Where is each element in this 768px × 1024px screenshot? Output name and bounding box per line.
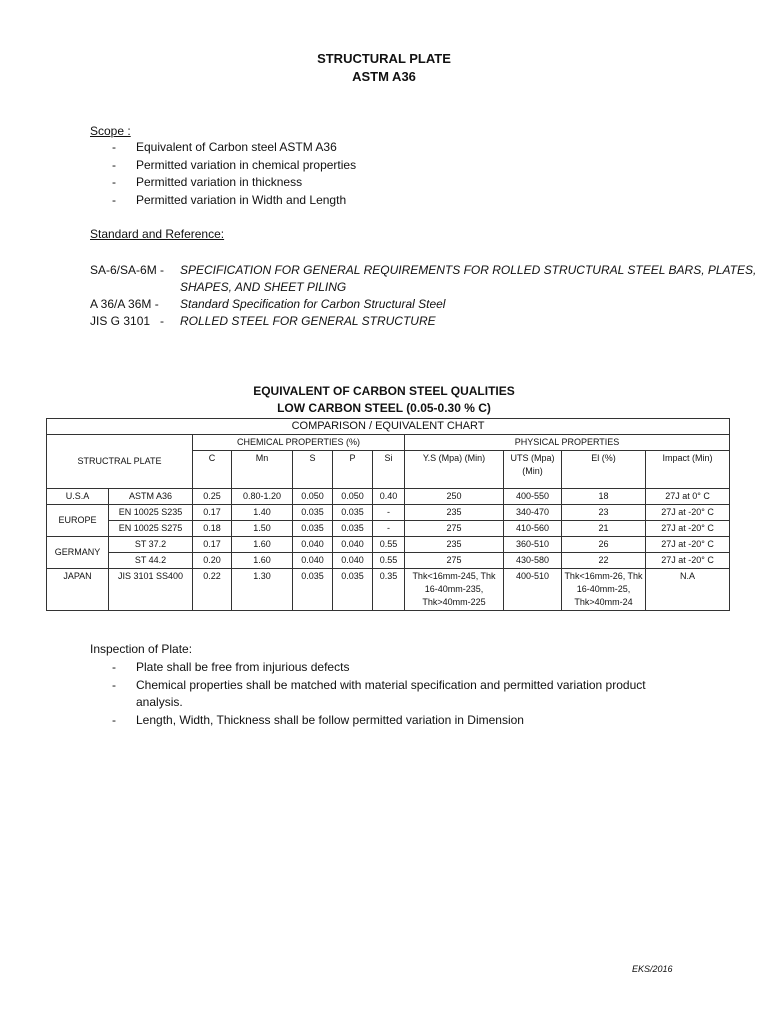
table-cell: - [373,505,405,521]
table-cell: 1.60 [232,553,293,569]
table-cell: Thk<16mm-26, Thk 16-40mm-25, Thk>40mm-24 [562,569,646,611]
standards-heading: Standard and Reference: [90,227,225,241]
table-cell: 0.035 [333,505,373,521]
table-cell: JIS 3101 SS400 [109,569,193,611]
table-cell: 0.035 [293,569,333,611]
scope-item: - Permitted variation in Width and Length [112,192,356,210]
column-header: Y.S (Mpa) (Min) [405,451,504,489]
table-cell: 0.035 [293,505,333,521]
table-cell: ST 44.2 [109,553,193,569]
inspection-heading: Inspection of Plate: [90,642,193,656]
table-cell: 0.035 [293,521,333,537]
table-cell: 250 [405,489,504,505]
table-cell: 0.20 [193,553,232,569]
table-cell: 27J at -20° C [646,553,730,569]
table-cell: ST 37.2 [109,537,193,553]
inspection-list [112,659,656,729]
table-cell: 360-510 [504,537,562,553]
table-row [47,569,730,611]
table-title: EQUIVALENT OF CARBON STEEL QUALITIES [253,384,515,398]
column-header: Impact (Min) [646,451,730,489]
scope-item: - Equivalent of Carbon steel ASTM A36 [112,139,356,157]
inspection-item: - Length, Width, Thickness shall be follow permitted variation in Dimension [112,712,656,730]
table-row [47,553,730,569]
table-cell: 23 [562,505,646,521]
table-cell: 0.040 [333,537,373,553]
column-header: Si [373,451,405,489]
structural-plate-header: STRUCTRAL PLATE [47,435,193,489]
page-subtitle: ASTM A36 [352,69,416,84]
table-cell: 0.22 [193,569,232,611]
table-cell: 1.60 [232,537,293,553]
table-cell: 1.50 [232,521,293,537]
table-cell: 27J at -20° C [646,537,730,553]
table-cell: 0.80-1.20 [232,489,293,505]
table-cell: 400-550 [504,489,562,505]
table-cell: 0.050 [333,489,373,505]
column-header: Mn [232,451,293,489]
table-cell: 0.17 [193,505,232,521]
table-row [47,537,730,553]
table-cell: 0.035 [333,569,373,611]
column-header: S [293,451,333,489]
table-cell: 235 [405,537,504,553]
table-cell: 0.050 [293,489,333,505]
table-cell: 22 [562,553,646,569]
table-cell: 400-510 [504,569,562,611]
table-row [47,505,730,521]
table-cell: 430-580 [504,553,562,569]
table-cell: ASTM A36 [109,489,193,505]
table-cell: 0.035 [333,521,373,537]
header-row-groups [47,435,730,451]
table-cell: 18 [562,489,646,505]
table-cell: 21 [562,521,646,537]
table-cell: 275 [405,521,504,537]
country-cell: U.S.A [47,489,109,505]
table-cell: 1.30 [232,569,293,611]
scope-item: - Permitted variation in chemical properties [112,157,356,175]
scope-list [112,139,356,209]
reference-description: SPECIFICATION FOR GENERAL REQUIREMENTS FOR ROLLED STRUCTURAL STEEL BARS, PLATES, SHAPES, AND SHEET PILING [180,263,757,294]
column-header: UTS (Mpa) (Min) [504,451,562,489]
table-cell: 0.18 [193,521,232,537]
table-subtitle: LOW CARBON STEEL (0.05-0.30 % C) [277,401,491,415]
table-cell: 0.35 [373,569,405,611]
country-cell: JAPAN [47,569,109,611]
page-title: STRUCTURAL PLATE [317,51,451,66]
table-cell: 0.40 [373,489,405,505]
table-cell: 0.55 [373,537,405,553]
table-cell: 0.17 [193,537,232,553]
reference-code: JIS G 3101 - [90,314,165,328]
reference-code: A 36/A 36M - [90,297,159,311]
reference-description: Standard Specification for Carbon Structural Steel [180,297,446,311]
table-cell: 27J at -20° C [646,505,730,521]
chart-title: COMPARISON / EQUIVALENT CHART [47,419,730,435]
table-cell: 27J at 0° C [646,489,730,505]
table-row [47,521,730,537]
table-cell: 1.40 [232,505,293,521]
column-header: C [193,451,232,489]
column-header: El (%) [562,451,646,489]
table-cell: 26 [562,537,646,553]
table-row [47,489,730,505]
chemical-properties-header: CHEMICAL PROPERTIES (%) [193,435,405,451]
inspection-item: - Chemical properties shall be matched with material specification and permitted variation product analysis. [112,677,656,712]
inspection-item: - Plate shall be free from injurious defects [112,659,656,677]
table-cell: 235 [405,505,504,521]
column-header: P [333,451,373,489]
table-cell: 0.040 [293,537,333,553]
footer-code: EKS/2016 [632,964,673,974]
country-cell: GERMANY [47,537,109,569]
reference-code: SA-6/SA-6M - [90,263,165,277]
reference-description: ROLLED STEEL FOR GENERAL STRUCTURE [180,314,436,328]
table-cell: N.A [646,569,730,611]
table-cell: - [373,521,405,537]
scope-heading: Scope : [90,124,131,138]
physical-properties-header: PHYSICAL PROPERTIES [405,435,730,451]
table-cell: Thk<16mm-245, Thk 16-40mm-235, Thk>40mm-225 [405,569,504,611]
table-cell: 27J at -20° C [646,521,730,537]
table-cell: 340-470 [504,505,562,521]
table-cell: 0.55 [373,553,405,569]
table-cell: 410-560 [504,521,562,537]
table-cell: 0.040 [333,553,373,569]
scope-item: - Permitted variation in thickness [112,174,356,192]
chart-title-row [47,419,730,435]
table-cell: EN 10025 S235 [109,505,193,521]
table-cell: 0.25 [193,489,232,505]
table-cell: 275 [405,553,504,569]
equivalent-chart-table [46,418,730,611]
table-cell: EN 10025 S275 [109,521,193,537]
table-cell: 0.040 [293,553,333,569]
country-cell: EUROPE [47,505,109,537]
